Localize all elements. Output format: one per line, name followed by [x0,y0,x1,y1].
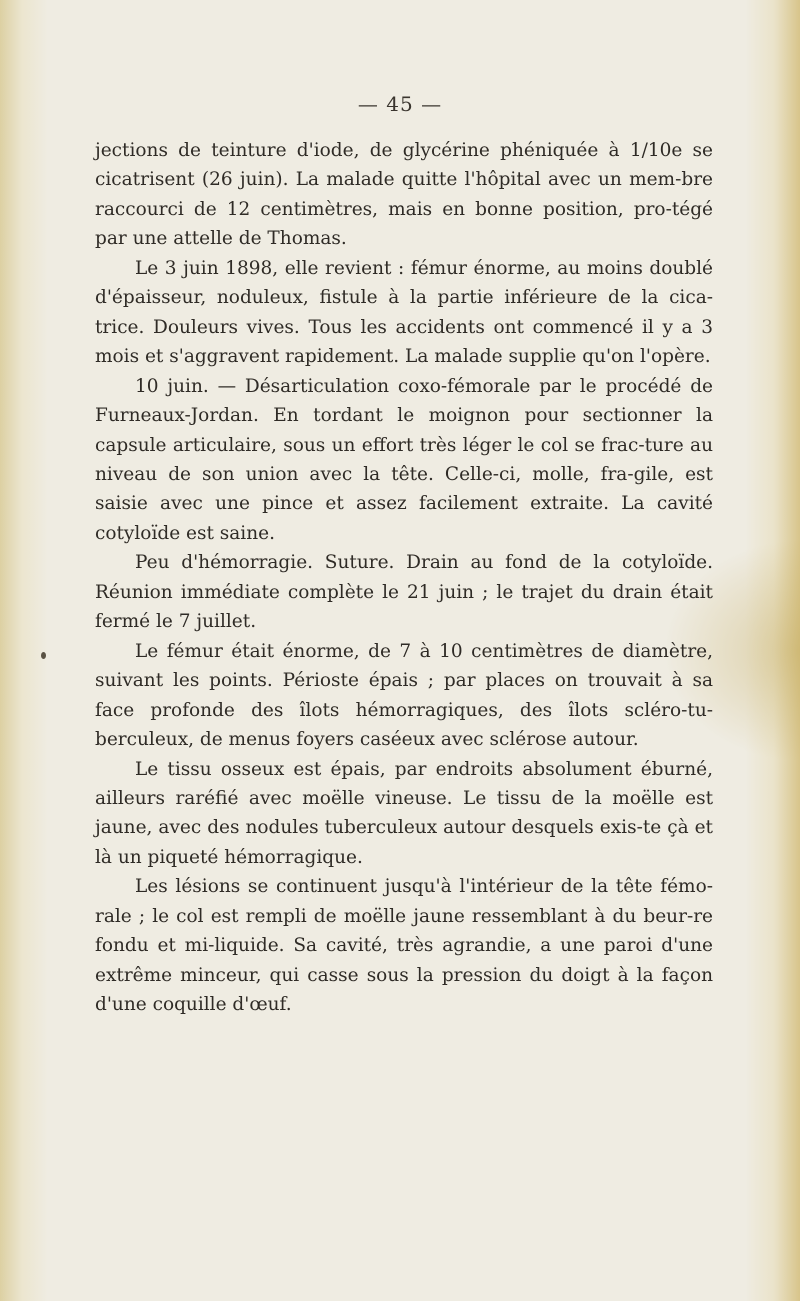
page-number: — 45 — [357,92,443,116]
body-text [95,136,713,1020]
paragraph: 10 juin. — Désarticulation coxo-fémorale par le procédé de Furneaux-Jordan. En tordant le moignon pour sectionner la capsule articulaire, sous un effort très léger le col se frac-ture au niveau de son union avec la tête. Celle-ci, molle, fra-gile, est saisie avec une pince et assez facilement extraite. La cavité cotyloïde est saine. [95,375,713,544]
paragraph: jections de teinture d'iode, de glycérine phéniquée à 1/10e se cicatrisent (26 juin). La malade quitte l'hôpital avec un mem-bre raccourci de 12 centimètres, mais en bonne position, pro-tégé par une attelle de Thomas. [95,140,713,250]
ink-speck [41,652,46,659]
paragraph: Peu d'hémorragie. Suture. Drain au fond de la cotyloïde. Réunion immédiate complète le 21 juin ; le trajet du drain était fermé le 7 juillet. [95,552,713,633]
paragraph: Le 3 juin 1898, elle revient : fémur énorme, au moins doublé d'épaisseur, noduleux, fistule à la partie inférieure de la cica-trice. Douleurs vives. Tous les accidents ont commencé il y a 3 mois et s'aggravent rapidement. La malade supplie qu'on l'opère. [95,257,713,368]
paragraph: Le tissu osseux est épais, par endroits absolument éburné, ailleurs raréfié avec moëlle vineuse. Le tissu de la moëlle est jaune, avec des nodules tuberculeux autour desquels exis-te çà et là un piqueté hémorragique. [95,758,713,868]
paragraph: Les lésions se continuent jusqu'à l'intérieur de la tête fémo-rale ; le col est rempli de moëlle jaune ressemblant à du beur-re fondu et mi-liquide. Sa cavité, très agrandie, a une paroi d'une extrême minceur, qui casse sous la pression du doigt à la façon d'une coquille d'œuf. [95,876,713,1016]
paragraph: Le fémur était énorme, de 7 à 10 centimètres de diamètre, suivant les points. Périoste épais ; par places on trouvait à sa face profonde des îlots hémorragiques, des îlots scléro-tu-berculeux, de menus foyers caséeux avec sclérose autour. [95,640,713,751]
